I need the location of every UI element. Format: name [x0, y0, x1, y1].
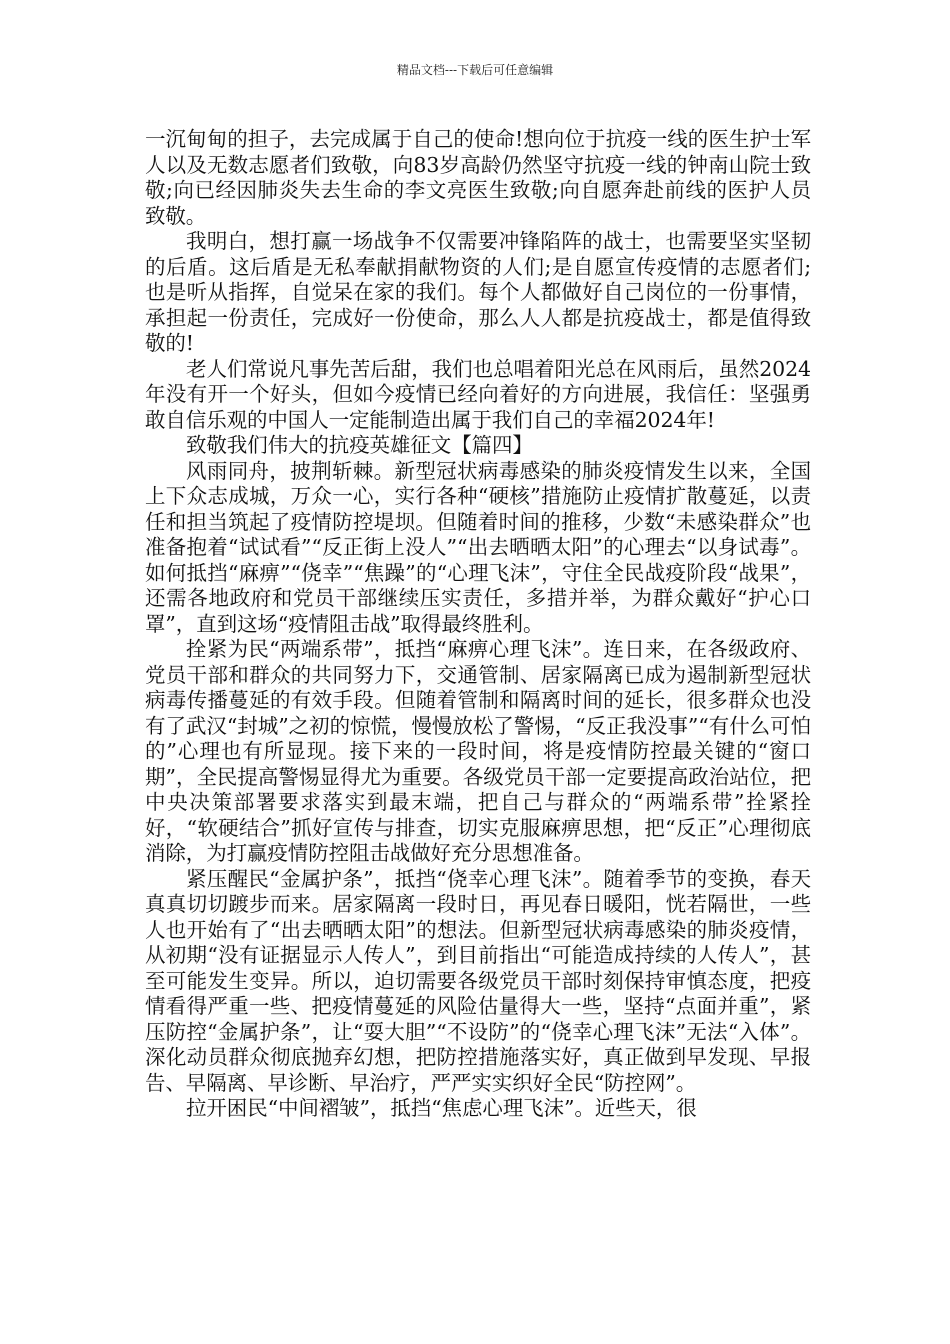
paragraph-4: 风雨同舟，披荆斩棘。新型冠状病毒感染的肺炎疫情发生以来，全国上下众志成城，万众一心，实行各种“硬核”措施防止疫情扩散蔓延，以责任和担当筑起了疫情防控堤坝。但随着时间的推移，少数“未感染群众”也准备抱着“试试看”“反正街上没人”“出去晒晒太阳”的心理去“以身试毒”。如何抵挡“麻痹”“侥幸”“焦躁”的“心理飞沫”，守住全民战疫阶段“战果”，还需各地政府和党员干部继续压实责任，多措并举，为群众戴好“护心口罩”，直到这场“疫情阻击战”取得最终胜利。: [145, 458, 811, 636]
paragraph-3: 老人们常说凡事先苦后甜，我们也总唱着阳光总在风雨后，虽然2024年没有开一个好头，但如今疫情已经向着好的方向进展，我信任：坚强勇敢自信乐观的中国人一定能制造出属于我们自己的幸福2024年!: [145, 356, 811, 432]
document-body: [145, 127, 811, 1122]
section-heading: 致敬我们伟大的抗疫英雄征文【篇四】: [186, 433, 533, 457]
paragraph-5: 拴紧为民“两端系带”，抵挡“麻痹心理飞沫”。连日来，在各级政府、党员干部和群众的共同努力下，交通管制、居家隔离已成为遏制新型冠状病毒传播蔓延的有效手段。但随着管制和隔离时间的延长，很多群众也没有了武汉“封城”之初的惊慌，慢慢放松了警惕，“反正我没事”“有什么可怕的”心理也有所显现。接下来的一段时间，将是疫情防控最关键的“窗口期”，全民提高警惕显得尤为重要。各级党员干部一定要提高政治站位，把中央决策部署要求落实到最末端，把自己与群众的“两端系带”拴紧拴好，“软硬结合”抓好宣传与排查，切实克服麻痹思想，把“反正”心理彻底消除，为打赢疫情防控阻击战做好充分思想准备。: [145, 637, 811, 865]
paragraph-7: 拉开困民“中间褶皱”，抵挡“焦虑心理飞沫”。近些天，很: [186, 1096, 697, 1120]
paragraph-6: 紧压醒民“金属护条”，抵挡“侥幸心理飞沫”。随着季节的变换，春天真真切切踱步而来。居家隔离一段时日，再见春日暖阳，恍若隔世，一些人也开始有了“出去晒晒太阳”的想法。但新型冠状病毒感染的肺炎疫情，从初期“没有证据显示人传人”，到目前指出“可能造成持续的人传人”，甚至可能发生变异。所以，迫切需要各级党员干部时刻保持审慎态度，把疫情看得严重一些、把疫情蔓延的风险估量得大一些，坚持“点面并重”，紧压防控“金属护条”，让“耍大胆”“不设防”的“侥幸心理飞沫”无法“入体”。深化动员群众彻底抛弃幻想，把防控措施落实好，真正做到早发现、早报告、早隔离、早诊断、早治疗，严严实实织好全民“防控网”。: [145, 866, 811, 1095]
page-header: 精品文档---下载后可任意编辑: [396, 63, 554, 77]
paragraph-1: 一沉甸甸的担子，去完成属于自己的使命!想向位于抗疫一线的医生护士军人以及无数志愿者们致敬，向83岁高龄仍然坚守抗疫一线的钟南山院士致敬;向已经因肺炎失去生命的李文亮医生致敬;向自愿奔赴前线的医护人员致敬。: [145, 127, 811, 228]
paragraph-2: 我明白，想打赢一场战争不仅需要冲锋陷阵的战士，也需要坚实坚韧的后盾。这后盾是无私奉献捐献物资的人们;是自愿宣传疫情的志愿者们;也是听从指挥，自觉呆在家的我们。每个人都做好自己岗位的一份事情，承担起一份责任，完成好一份使命，那么人人都是抗疫战士，都是值得致敬的!: [145, 229, 811, 355]
